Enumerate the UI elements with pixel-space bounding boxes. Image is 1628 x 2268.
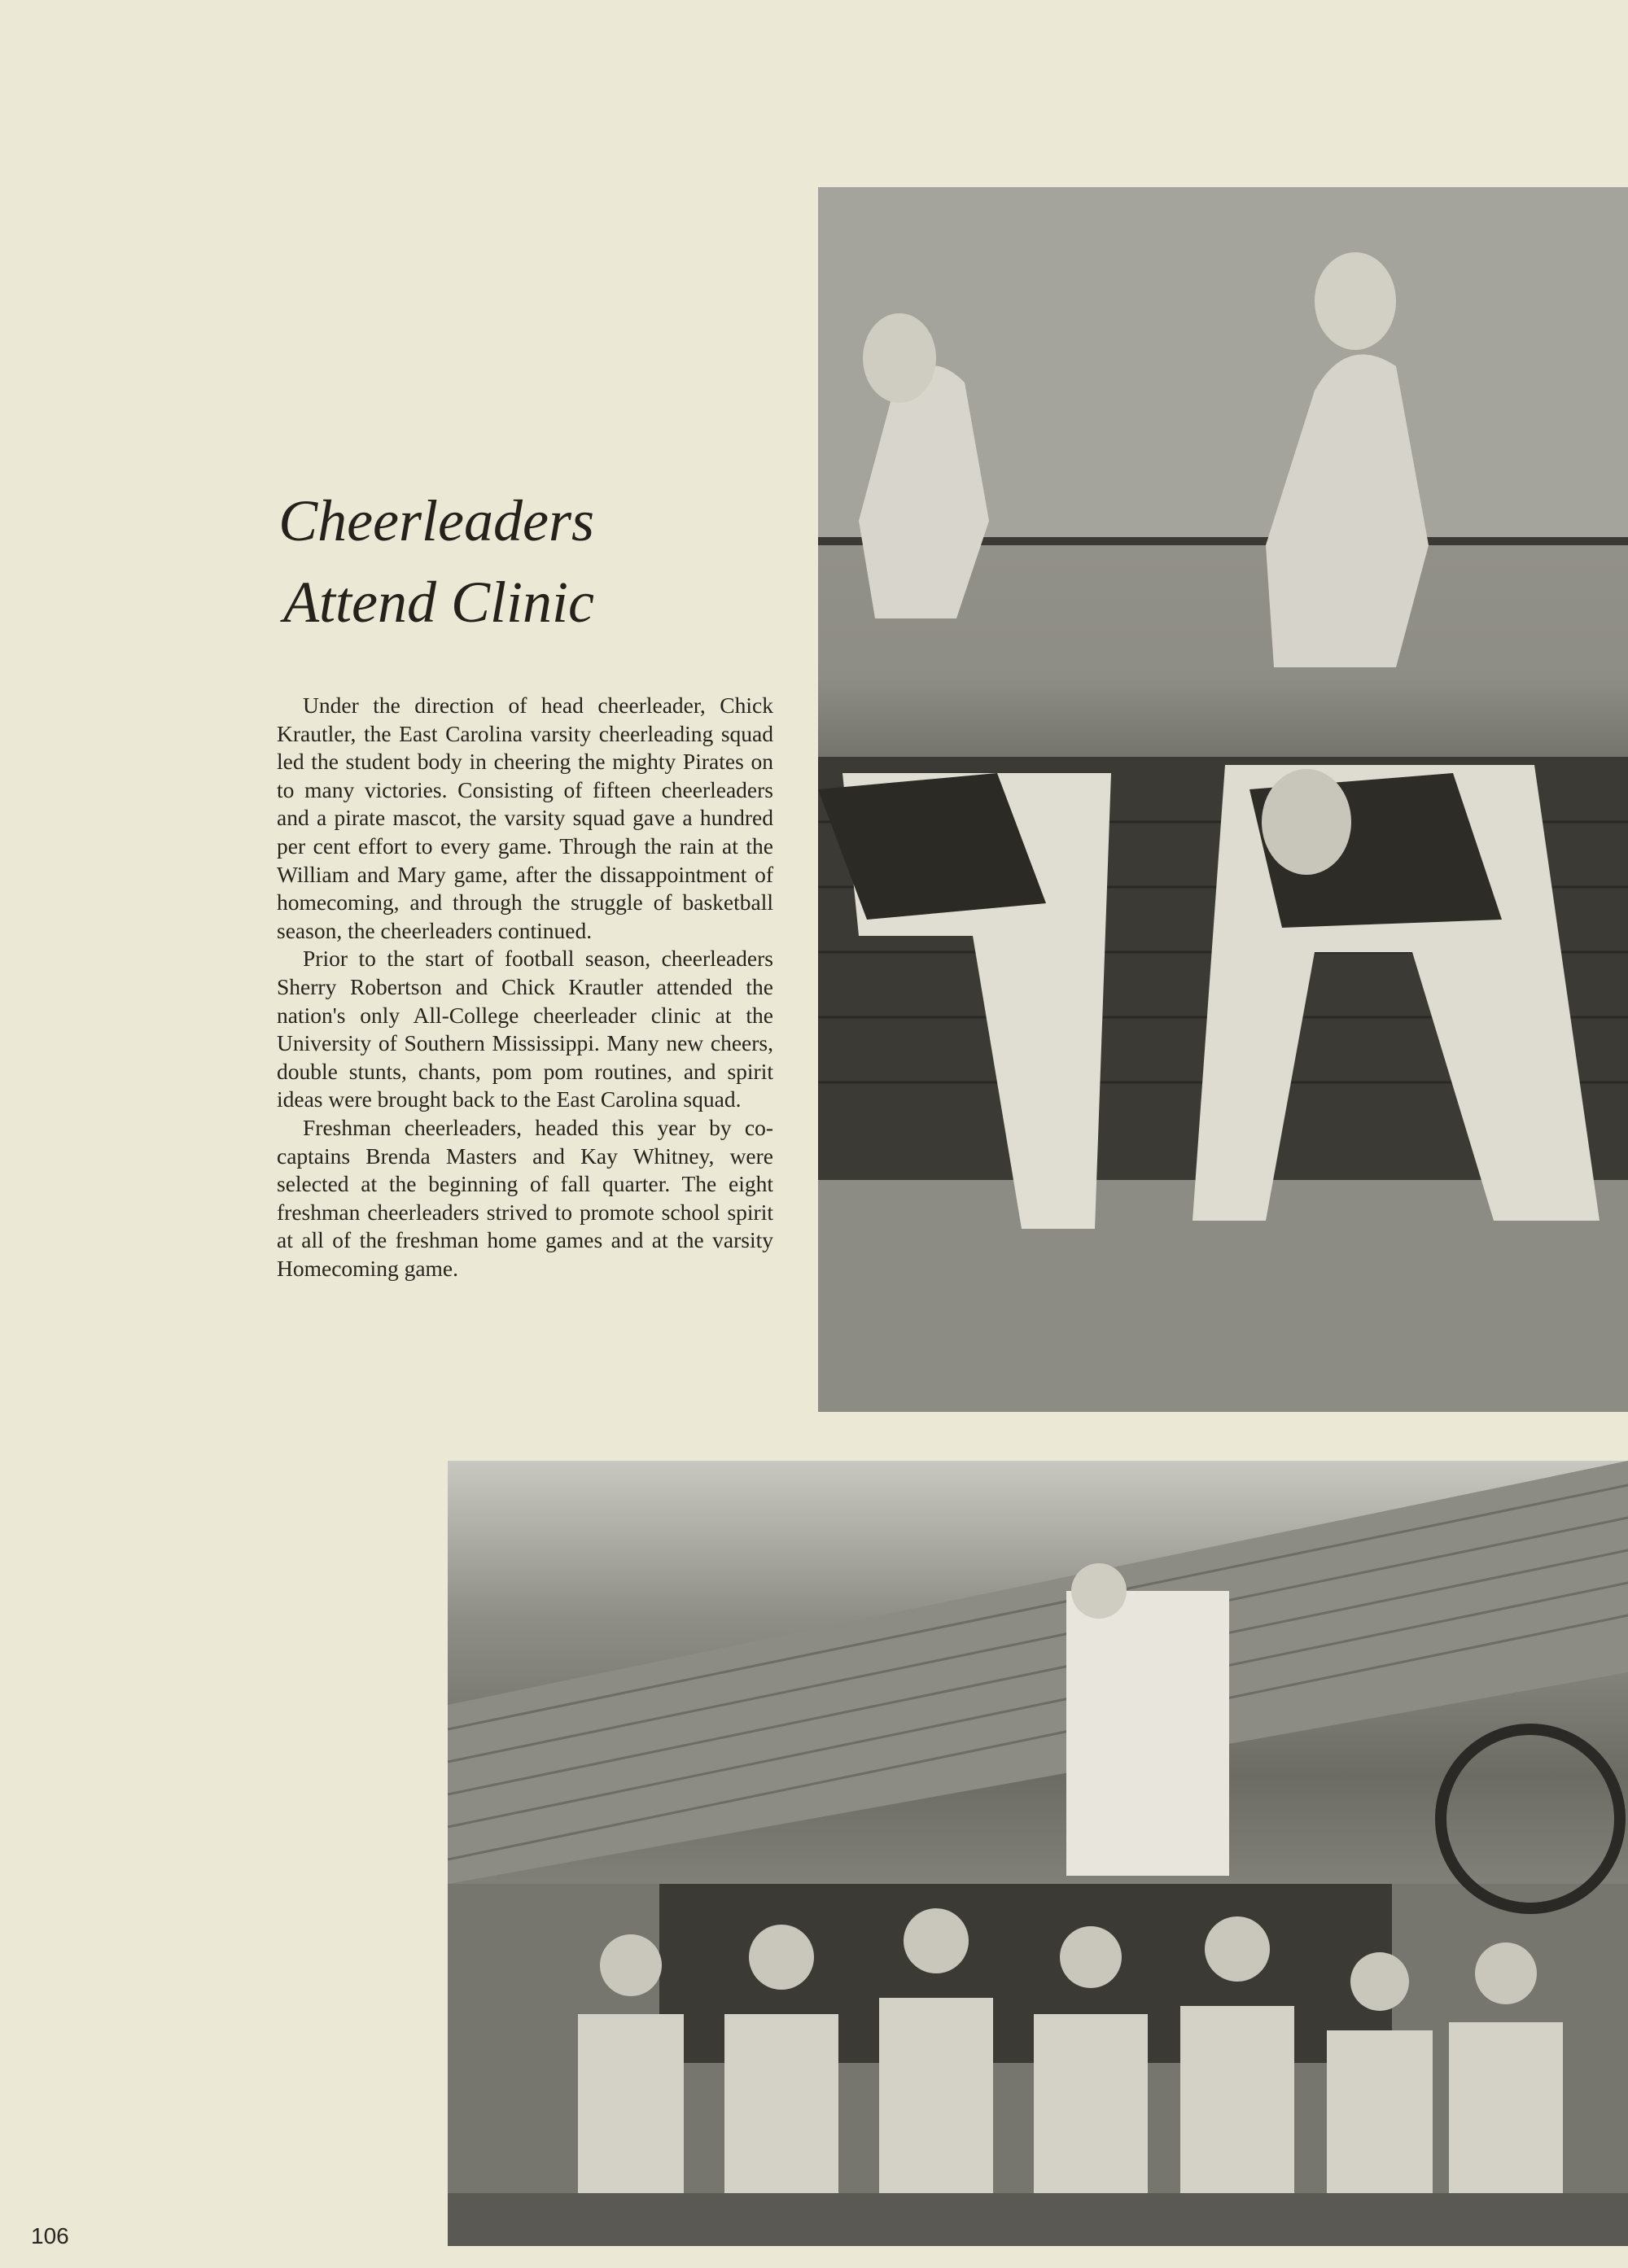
photo-bottom-illustration bbox=[448, 1461, 1628, 2246]
paragraph-2: Prior to the start of football season, cheerleaders Sherry Robertson and Chick Krautler attended the nation's only All-College cheerleader clinic at the University of Southern Mississippi. Many new cheers, double stunts, chants, pom pom routines, and spirit ideas were brought back to the East Carolina squad. bbox=[277, 946, 773, 1112]
paragraph-1: Under the direction of head cheerleader, Chick Krautler, the East Carolina varsity cheerleading squad led the student body in cheering the mighty Pirates on to many victories. Consisting of fifteen cheerleaders and a pirate mascot, the varsity squad gave a hundred per cent effort to every game. Through the rain at the William and Mary game, after the dissappointment of homecoming, and through the struggle of basketball season, the cheerleaders continued. bbox=[277, 693, 773, 943]
title-line-2: Attend Clinic bbox=[283, 570, 594, 635]
photo-top-illustration bbox=[818, 187, 1628, 1412]
article-body bbox=[277, 692, 773, 1283]
article-title bbox=[236, 480, 594, 643]
cheerleaders-shoulder-stunt-photo bbox=[818, 187, 1628, 1412]
paragraph-3: Freshman cheerleaders, headed this year by co-captains Brenda Masters and Kay Whitney, were selected at the beginning of fall quarter. The eight freshman cheerleaders strived to promote school spirit at all of the freshman home games and at the varsity Homecoming game. bbox=[277, 1114, 773, 1281]
page-number: 106 bbox=[31, 2223, 69, 2248]
title-line-1: Cheerleaders bbox=[278, 488, 594, 553]
cheerleading-squad-group-photo bbox=[448, 1461, 1628, 2246]
